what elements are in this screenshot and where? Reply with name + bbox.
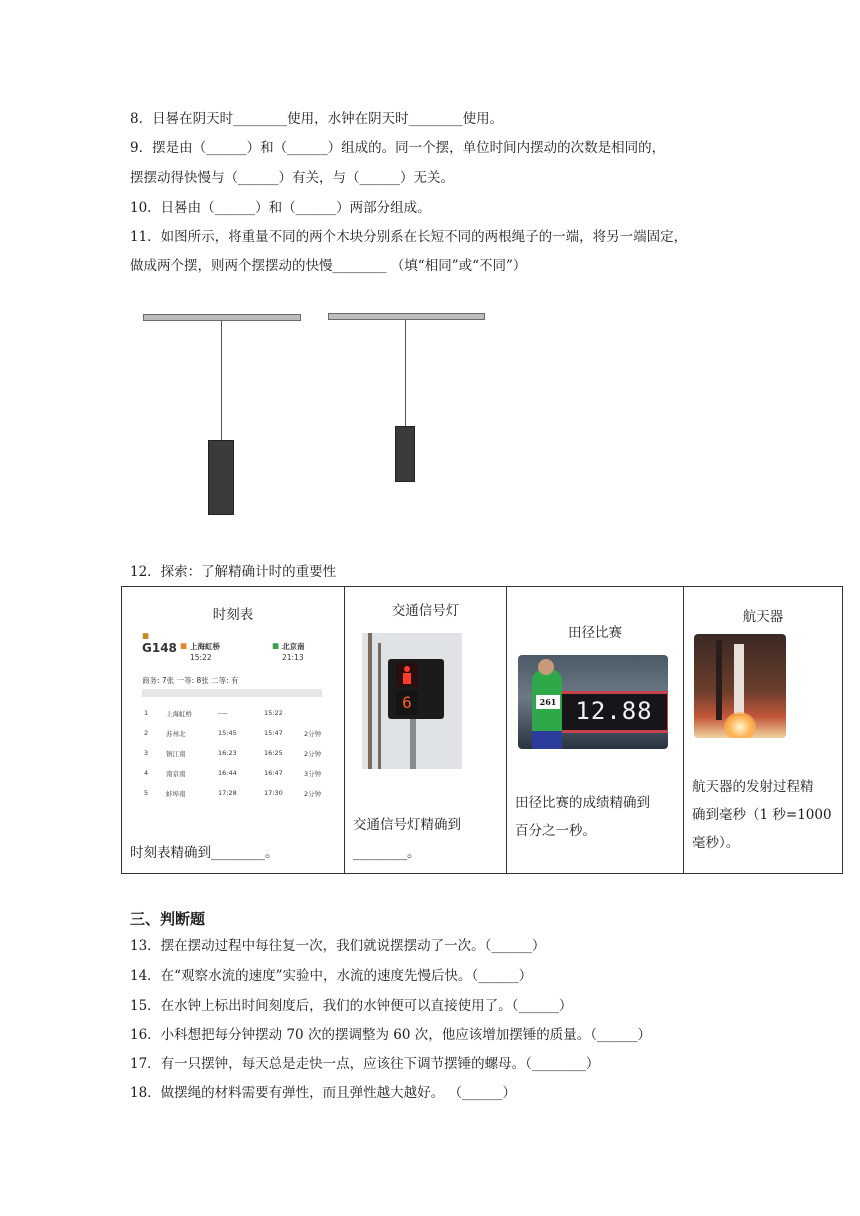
question-10: 10．日晷由（______）和（______）两部分组成。: [130, 200, 431, 216]
pedestrian-red-icon: [396, 663, 418, 687]
tree-trunk: [368, 633, 372, 769]
sports-text-2: 百分之一秒。: [515, 823, 596, 839]
pendulum-right-block: [395, 426, 415, 482]
question-11-line2: 做成两个摆，则两个摆摆动的快慢________ （填“相同”或“不同”）: [130, 258, 527, 274]
table-row: 4 南京南 16:44 16:47 3分钟: [144, 769, 322, 778]
cell-traffic-light: [345, 587, 507, 874]
athlete-bib: 261: [536, 695, 560, 709]
seat-info: 商务: 7张 一等: 8张 二等: 有: [142, 676, 239, 685]
countdown-digit: 6: [396, 691, 418, 715]
timing-table: [121, 586, 843, 874]
question-9-line2: 摆摆动得快慢与（______）有关，与（______）无关。: [130, 170, 454, 186]
spacecraft-text-2: 确到毫秒（1 秒=1000: [692, 807, 832, 823]
pendulum-right-rope: [405, 320, 406, 427]
origin-icon: ■: [180, 641, 188, 650]
question-18: 18．做摆绳的材料需要有弹性，而且弹性越大越好。 （______）: [130, 1085, 516, 1101]
timetable-image: [136, 631, 326, 801]
question-14: 14．在“观察水流的速度”实验中，水流的速度先慢后快。（______）: [130, 968, 533, 984]
traffic-light-text-1: 交通信号灯精确到: [353, 817, 461, 833]
cell-sports: [507, 587, 684, 874]
question-17: 17．有一只摆钟，每天总是走快一点，应该往下调节摆锤的螺母。（________）: [130, 1056, 600, 1072]
spacecraft-caption: 航天器: [742, 609, 784, 625]
spacecraft-text-1: 航天器的发射过程精: [692, 779, 814, 795]
launch-tower: [716, 640, 722, 720]
timetable-caption: 时刻表: [212, 607, 254, 623]
pendulum-left-support: [143, 314, 301, 321]
arrival-time: 21:13: [282, 653, 304, 662]
sports-text-1: 田径比赛的成绩精确到: [515, 795, 650, 811]
spacecraft-text-3: 毫秒）。: [692, 835, 740, 851]
athlete-shorts: [532, 731, 562, 749]
question-9-line1: 9．摆是由（______）和（______）组成的。同一个摆，单位时间内摆动的次数是相同的，: [130, 140, 666, 156]
pendulum-left-rope: [221, 321, 222, 441]
table-row: 3 镇江南 16:23 16:25 2分钟: [144, 749, 322, 758]
question-12-title: 12．探索：了解精确计时的重要性: [130, 564, 337, 580]
rocket-flame: [724, 712, 756, 738]
sports-image: [518, 655, 668, 749]
departure-time: 15:22: [190, 653, 212, 662]
question-15: 15．在水钟上标出时间刻度后，我们的水钟便可以直接使用了。（______）: [130, 998, 573, 1014]
question-13: 13．摆在摆动过程中每往复一次，我们就说摆摆动了一次。（______）: [130, 938, 546, 954]
question-16: 16．小科想把每分钟摆动 70 次的摆调整为 60 次，他应该增加摆锤的质量。（______）: [130, 1027, 651, 1043]
cell-spacecraft: [684, 587, 843, 874]
table-header-bar: [142, 689, 322, 697]
table-row: 1 上海虹桥 ---- 15:22: [144, 709, 283, 718]
train-icon: ■: [142, 631, 150, 640]
athlete-head: [538, 659, 554, 675]
cell-timetable: [122, 587, 345, 874]
score-board: 12.88: [558, 691, 668, 733]
pendulum-left-block: [208, 440, 234, 515]
origin-station: 上海虹桥: [190, 642, 220, 651]
rocket-image: [694, 634, 786, 738]
tree-trunk: [378, 643, 381, 769]
traffic-light-text-2: ________。: [353, 845, 421, 861]
table-row: 2 苏州北 15:45 15:47 2分钟: [144, 729, 322, 738]
question-11-line1: 11．如图所示，将重量不同的两个木块分别系在长短不同的两根绳子的一端，将另一端固定，: [130, 229, 688, 245]
train-number: G148: [142, 641, 177, 655]
light-pole: [410, 719, 416, 769]
destination-station: 北京南: [282, 642, 305, 651]
question-8: 8．日晷在阴天时________使用，水钟在阴天时________使用。: [130, 111, 504, 127]
sports-caption: 田径比赛: [568, 625, 622, 641]
rocket-body: [734, 644, 744, 714]
timetable-text: 时刻表精确到________。: [130, 845, 279, 861]
signal-box: [388, 659, 444, 719]
traffic-light-image: [362, 633, 462, 769]
table-row: 5 蚌埠南 17:28 17:30 2分钟: [144, 789, 322, 798]
traffic-light-caption: 交通信号灯: [391, 603, 460, 619]
section-3-title: 三、判断题: [130, 910, 206, 928]
destination-icon: ■: [272, 641, 280, 650]
pendulum-right-support: [328, 313, 485, 320]
